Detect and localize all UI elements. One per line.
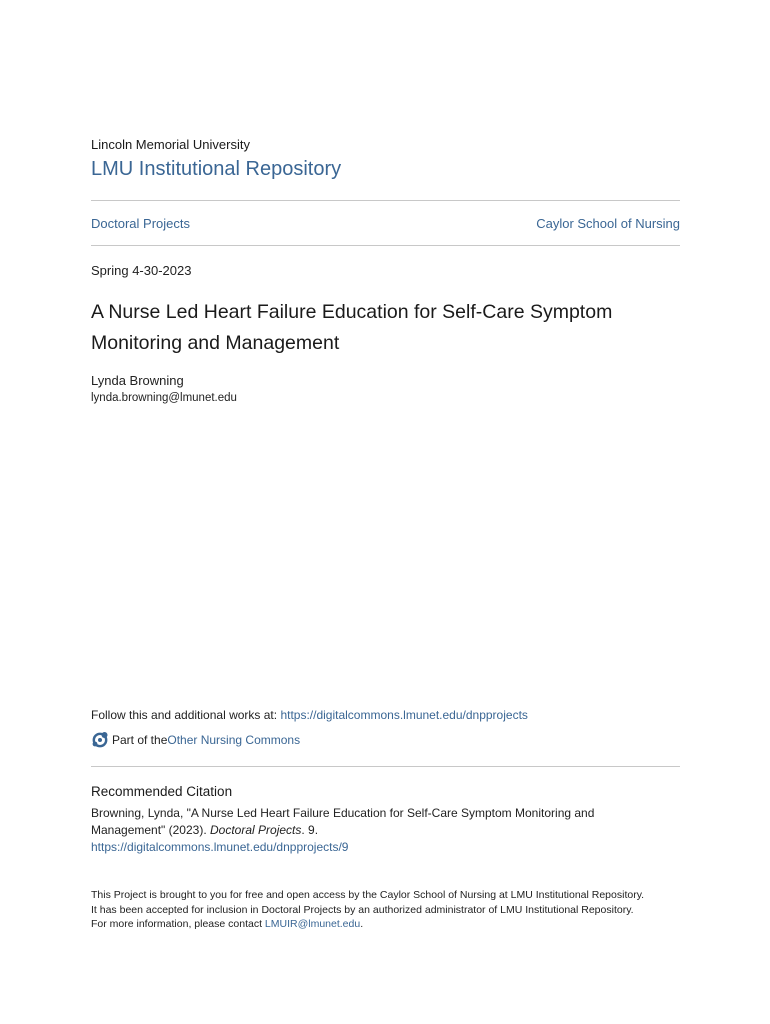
follow-prefix: Follow this and additional works at: xyxy=(91,708,281,722)
part-of-line xyxy=(91,731,300,749)
access-notice xyxy=(91,888,651,932)
citation-url-link[interactable]: https://digitalcommons.lmunet.edu/dnpprojects/9 xyxy=(91,840,349,854)
publication-date: Spring 4-30-2023 xyxy=(91,263,192,278)
divider-middle xyxy=(91,245,680,246)
citation-end: . 9. xyxy=(301,823,319,837)
institution-name: Lincoln Memorial University xyxy=(91,137,250,152)
author-email: lynda.browning@lmunet.edu xyxy=(91,392,237,404)
collection-url-link[interactable]: https://digitalcommons.lmunet.edu/dnpprojects xyxy=(280,708,528,722)
work-title: A Nurse Led Heart Failure Education for Self-Care Symptom Monitoring and Management xyxy=(91,301,613,354)
citation-text xyxy=(91,805,651,856)
follow-line xyxy=(91,708,528,722)
divider-top xyxy=(91,200,680,201)
notice-text: This Project is brought to you for free and open access by the Caylor School of Nursing at LMU Institutional Repository. It has been accepted for inclusion in Doctoral Projects by an authorized administrator of LMU Institutional Repository. For more information, please contact xyxy=(91,889,645,930)
citation-series: Doctoral Projects xyxy=(210,823,302,837)
other-nursing-commons-link[interactable]: Other Nursing Commons xyxy=(167,733,301,747)
divider-bottom xyxy=(91,766,680,767)
author-name: Lynda Browning xyxy=(91,373,184,388)
repository-link[interactable]: LMU Institutional Repository xyxy=(91,158,342,180)
commons-network-icon xyxy=(91,731,109,749)
part-of-prefix: Part of the xyxy=(112,733,168,747)
collection-link-doctoral-projects[interactable]: Doctoral Projects xyxy=(91,216,190,231)
recommended-citation-heading: Recommended Citation xyxy=(91,784,233,799)
citation-body: Browning, Lynda, "A Nurse Led Heart Failure Education for Self-Care Symptom Monitoring and Management" (2023). xyxy=(91,806,595,837)
notice-end: . xyxy=(360,918,364,930)
collection-link-school[interactable]: Caylor School of Nursing xyxy=(536,216,680,231)
contact-email-link[interactable]: LMUIR@lmunet.edu xyxy=(264,918,361,930)
